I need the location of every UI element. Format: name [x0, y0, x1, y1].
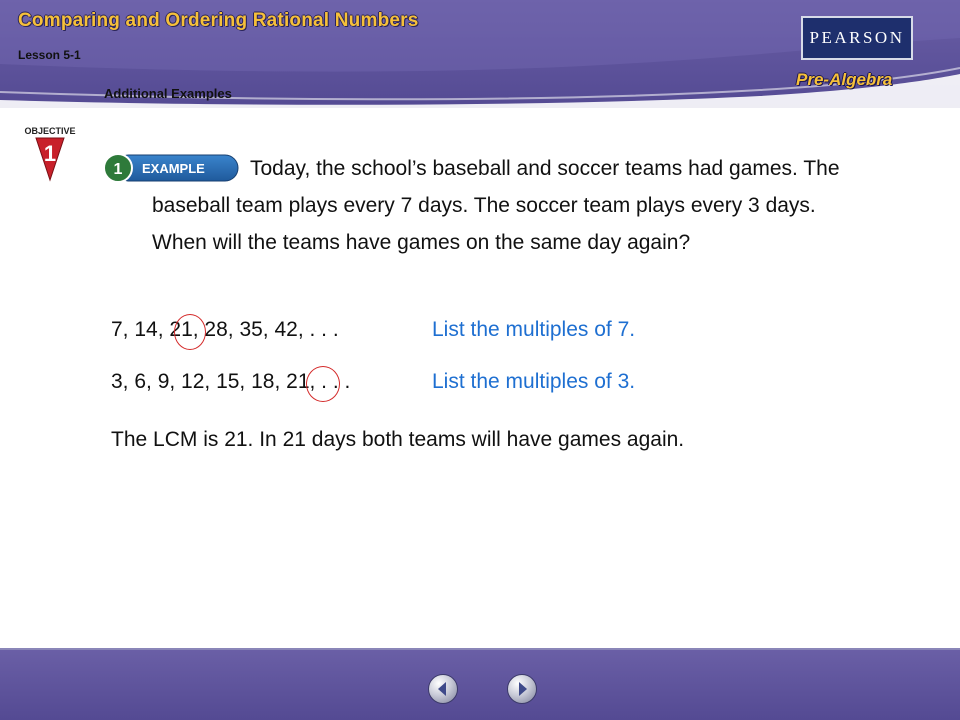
example-label: EXAMPLE: [142, 161, 205, 176]
step-note: List the multiples of 7.: [432, 318, 636, 341]
highlight-circle: [174, 314, 206, 350]
conclusion-text: The LCM is 21. In 21 days both teams will have games again.: [111, 428, 685, 451]
brand-name: PEARSON: [809, 28, 905, 47]
course-label: Pre-Algebra: [796, 70, 893, 89]
previous-slide-button[interactable]: [428, 674, 458, 704]
chevron-right-icon: [508, 675, 536, 703]
sequence-start: 3, 6, 9, 12, 15, 18,: [111, 370, 287, 393]
lesson-number: Lesson 5-1: [18, 48, 81, 62]
objective-number: 1: [43, 141, 57, 166]
pearson-logo: [801, 16, 913, 60]
problem-statement: Today, the school’s baseball and soccer teams had games. The baseball team plays every 7 days. The soccer team plays every 3 days. When will the teams have games on the same day again?: [152, 157, 840, 254]
sequence-start: 7, 14,: [111, 318, 170, 341]
lesson-title: Comparing and Ordering Rational Numbers: [18, 10, 419, 31]
objective-label: OBJECTIVE: [24, 126, 76, 136]
header-bar: [0, 0, 960, 108]
multiples-sequence: [111, 318, 339, 342]
chevron-left-icon: [429, 675, 457, 703]
sequence-rest: , . . .: [309, 370, 351, 393]
next-slide-button[interactable]: [507, 674, 537, 704]
objective-badge: [14, 124, 84, 184]
multiples-of-3-row: [111, 370, 831, 400]
highlight-circle: [306, 366, 340, 402]
common-multiple: 21: [286, 370, 310, 393]
example-number: 1: [113, 161, 123, 178]
sequence-rest: , 28, 35, 42, . . .: [192, 318, 339, 341]
footer-bar: [0, 648, 960, 720]
section-subtitle: Additional Examples: [104, 86, 232, 101]
multiples-of-7-row: [111, 318, 831, 348]
common-multiple: 21: [169, 318, 193, 341]
step-note: List the multiples of 3.: [432, 370, 636, 393]
